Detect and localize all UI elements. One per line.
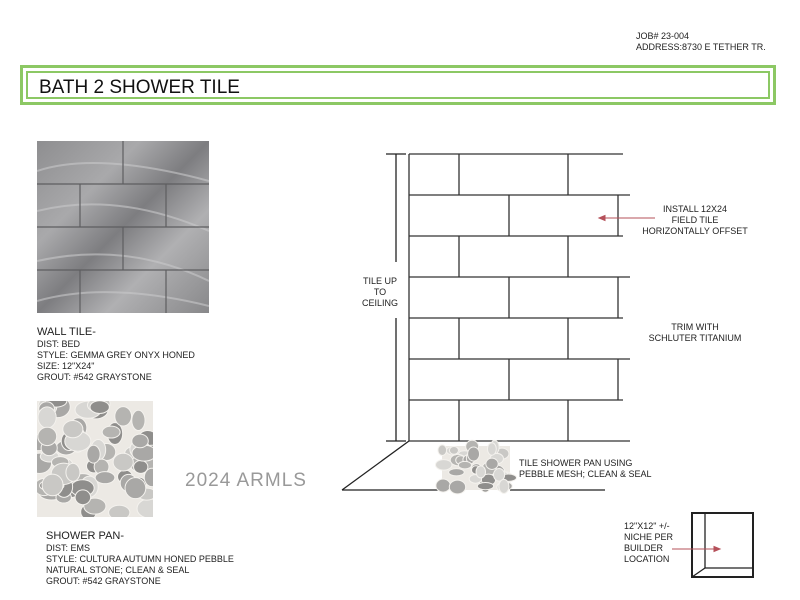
label-line: CEILING	[361, 298, 398, 308]
label-line: 12"X12" +/-	[624, 521, 670, 531]
wall-tile-grout: GROUT: #542 GRAYSTONE	[37, 372, 152, 382]
wall-tile-size: SIZE: 12"X24"	[37, 361, 95, 371]
label-line: INSTALL 12X24	[662, 204, 728, 214]
pebble	[477, 483, 493, 490]
pebble	[499, 479, 509, 493]
tile-up-label	[356, 276, 404, 309]
shower-pan-heading: SHOWER PAN-	[46, 530, 125, 542]
pebble	[458, 461, 471, 469]
label-line: TO	[373, 287, 387, 297]
pebble	[449, 480, 465, 494]
shower-pan-finish: NATURAL STONE; CLEAN & SEAL	[46, 565, 190, 575]
label-line: NICHE PER	[624, 532, 674, 542]
address: ADDRESS:8730 E TETHER TR.	[636, 42, 766, 52]
label-line: FIELD TILE	[671, 215, 719, 225]
wall-tile-style: STYLE: GEMMA GREY ONYX HONED	[37, 350, 195, 360]
install-note	[630, 204, 760, 237]
pebble	[449, 469, 465, 476]
pebble	[476, 466, 485, 478]
watermark: 2024 ARMLS	[185, 470, 307, 491]
label-line: TILE UP	[362, 276, 397, 286]
label-line: HORIZONTALLY OFFSET	[642, 226, 748, 236]
label-line: TILE SHOWER PAN USING	[519, 458, 633, 468]
label-line: SCHLUTER TITANIUM	[648, 333, 742, 343]
shower-pan-grout: GROUT: #542 GRAYSTONE	[46, 576, 161, 586]
wall-tile-dist: DIST: BED	[37, 339, 81, 349]
pebble	[468, 447, 480, 461]
pebble	[449, 447, 458, 455]
trim-note	[630, 322, 760, 344]
job-number: JOB# 23-004	[636, 31, 690, 41]
pebble	[436, 479, 451, 492]
label-line: LOCATION	[624, 554, 670, 564]
wall-tile-heading: WALL TILE-	[37, 326, 96, 338]
pan-note	[519, 458, 652, 480]
niche-note	[624, 521, 673, 565]
page-title: BATH 2 SHOWER TILE	[39, 77, 240, 98]
label-line: TRIM WITH	[671, 322, 719, 332]
pebble	[486, 458, 498, 469]
pebble	[436, 460, 452, 470]
shower-pan-dist: DIST: EMS	[46, 543, 91, 553]
pebble	[438, 445, 447, 456]
label-line: BUILDER	[624, 543, 664, 553]
shower-pan-style: STYLE: CULTURA AUTUMN HONED PEBBLE	[46, 554, 234, 564]
pebble	[487, 443, 496, 455]
label-line: PEBBLE MESH; CLEAN & SEAL	[519, 469, 652, 479]
